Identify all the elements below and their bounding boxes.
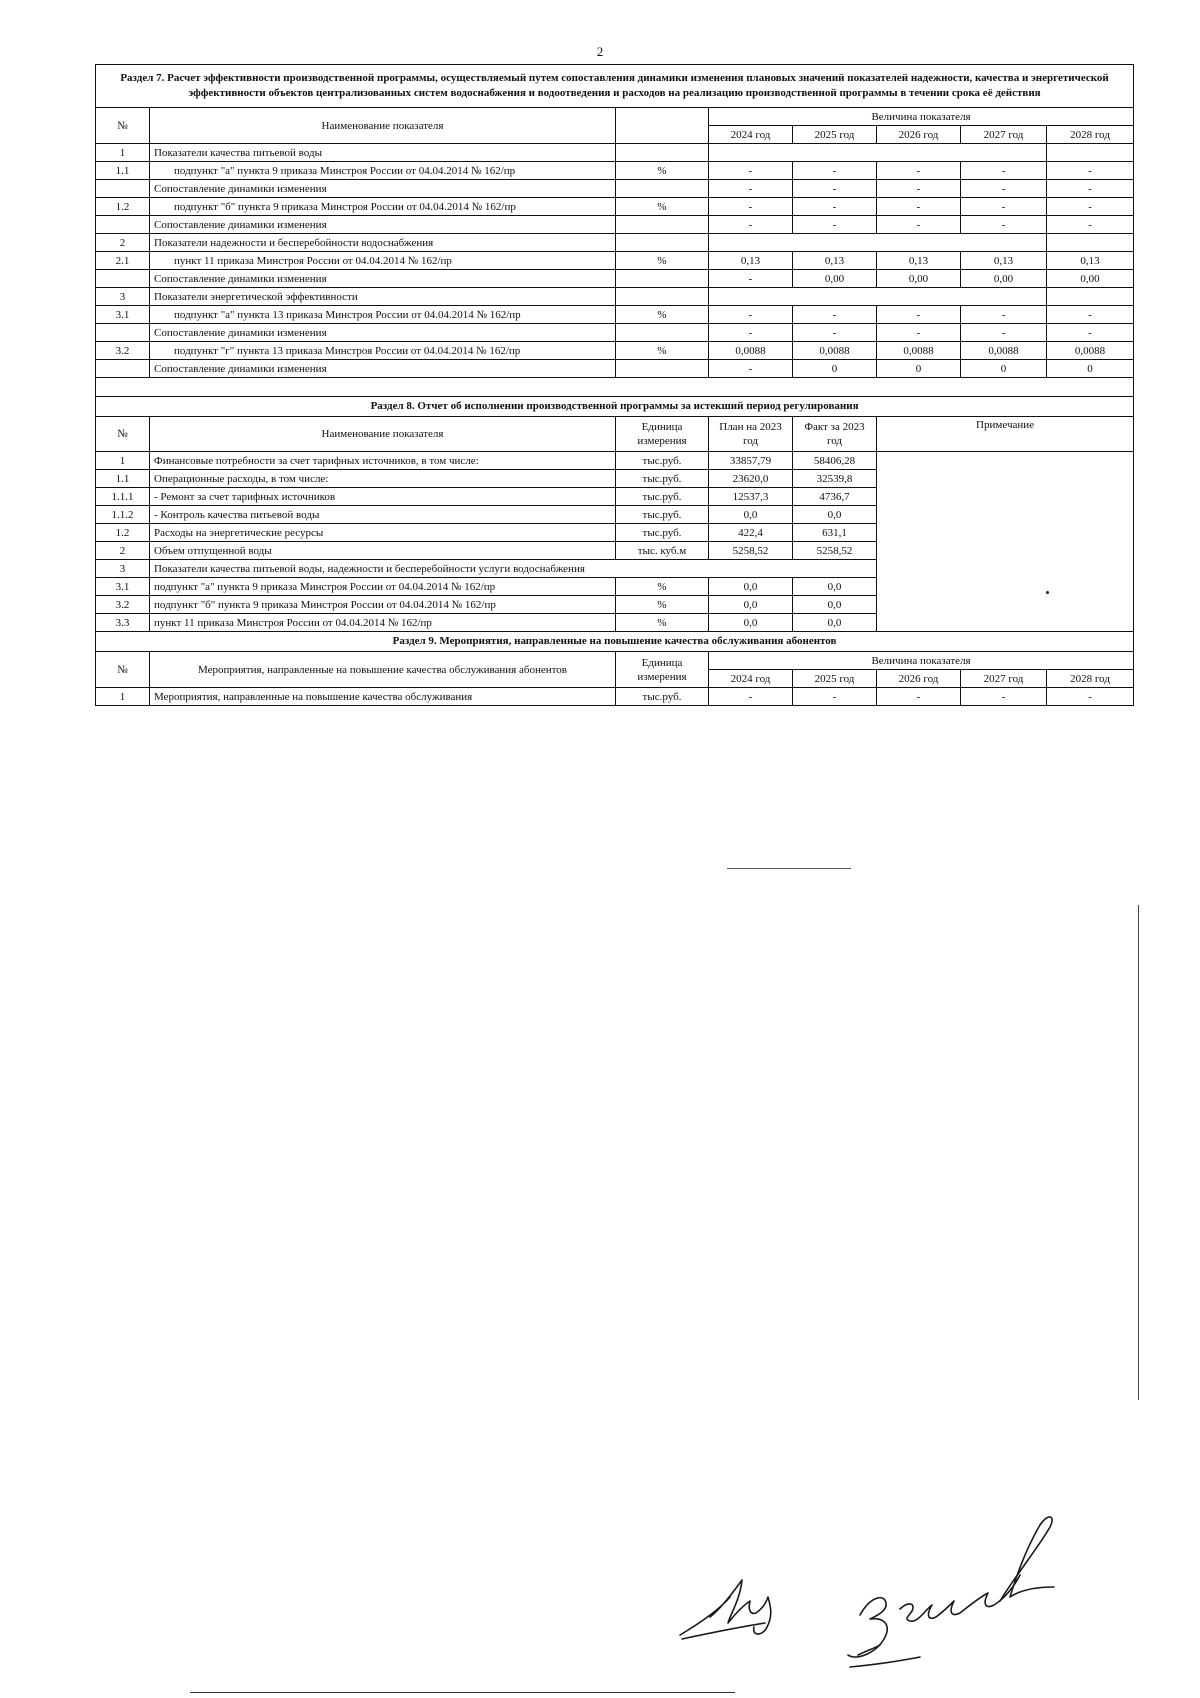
row-name: Финансовые потребности за счет тарифных источников, в том числе:	[150, 452, 616, 470]
row-number	[96, 270, 150, 288]
row-name: Расходы на энергетические ресурсы	[150, 524, 616, 542]
row-unit	[616, 234, 709, 252]
row-plan: 0,0	[709, 506, 793, 524]
empty-cell	[1047, 144, 1134, 162]
row-name: Объем отпущенной воды	[150, 542, 616, 560]
row-value: -	[709, 216, 793, 234]
section7-col-num: №	[96, 108, 150, 144]
row-value: -	[1047, 306, 1134, 324]
row-value: 0,0088	[793, 342, 877, 360]
row-unit: тыс.руб.	[616, 452, 709, 470]
tables-sheet	[95, 64, 1133, 706]
row-name: Мероприятия, направленные на повышение качества обслуживания	[150, 688, 616, 706]
row-value: 0,13	[877, 252, 961, 270]
row-value: -	[709, 198, 793, 216]
row-value: -	[961, 216, 1047, 234]
section8-rows	[96, 452, 1134, 632]
row-value: -	[793, 162, 877, 180]
table-row	[96, 144, 1134, 162]
row-fact: 0,0	[793, 614, 877, 632]
row-number: 3.2	[96, 596, 150, 614]
section9-year: 2027 год	[961, 670, 1047, 688]
row-number: 1	[96, 144, 150, 162]
row-value: -	[877, 324, 961, 342]
section8-title: Раздел 8. Отчет об исполнении производственной программы за истекший период регулирования	[96, 397, 1134, 417]
section9-year: 2024 год	[709, 670, 793, 688]
row-value: -	[709, 306, 793, 324]
table-row	[96, 452, 1134, 470]
row-unit: %	[616, 342, 709, 360]
row-number: 1.2	[96, 198, 150, 216]
row-value: 0,00	[961, 270, 1047, 288]
row-number: 1	[96, 452, 150, 470]
table-row	[96, 234, 1134, 252]
row-name: Операционные расходы, в том числе:	[150, 470, 616, 488]
note-cell	[877, 452, 1134, 632]
row-value: -	[793, 180, 877, 198]
row-name: - Ремонт за счет тарифных источников	[150, 488, 616, 506]
report-table	[95, 64, 1134, 706]
row-number: 3	[96, 560, 150, 578]
row-number: 1.2	[96, 524, 150, 542]
row-unit: %	[616, 198, 709, 216]
section7-year: 2024 год	[709, 126, 793, 144]
row-value: -	[877, 688, 961, 706]
section8-col-plan: План на 2023 год	[709, 417, 793, 452]
row-value: 0,13	[1047, 252, 1134, 270]
row-value: 0,13	[709, 252, 793, 270]
page-number: 2	[596, 44, 604, 59]
section9-title: Раздел 9. Мероприятия, направленные на повышение качества обслуживания абонентов	[96, 632, 1134, 652]
table-row	[96, 180, 1134, 198]
row-number: 3.3	[96, 614, 150, 632]
row-fact: 0,0	[793, 506, 877, 524]
row-name: - Контроль качества питьевой воды	[150, 506, 616, 524]
row-name: подпункт "б" пункта 9 приказа Минстроя России от 04.04.2014 № 162/пр	[150, 596, 616, 614]
end-rule	[727, 868, 851, 869]
section8-col-num: №	[96, 417, 150, 452]
table-row	[96, 288, 1134, 306]
row-unit: тыс.руб.	[616, 688, 709, 706]
row-unit: тыс.руб.	[616, 524, 709, 542]
row-number: 2.1	[96, 252, 150, 270]
row-name: подпункт "б" пункта 9 приказа Минстроя России от 04.04.2014 № 162/пр	[150, 198, 616, 216]
row-value: -	[793, 216, 877, 234]
section7-col-name: Наименование показателя	[150, 108, 616, 144]
row-fact: 631,1	[793, 524, 877, 542]
scan-edge-line	[1138, 905, 1139, 1400]
row-value: -	[877, 180, 961, 198]
row-value: 0,0088	[709, 342, 793, 360]
row-value: 0,13	[961, 252, 1047, 270]
row-plan: 5258,52	[709, 542, 793, 560]
row-plan: 0,0	[709, 596, 793, 614]
row-value: -	[793, 306, 877, 324]
row-value: -	[1047, 198, 1134, 216]
row-plan: 23620,0	[709, 470, 793, 488]
row-name: пункт 11 приказа Минстроя России от 04.04.2014 № 162/пр	[150, 252, 616, 270]
row-unit: %	[616, 306, 709, 324]
row-value: -	[961, 198, 1047, 216]
section8-col-unit: Единица измерения	[616, 417, 709, 452]
row-number: 2	[96, 542, 150, 560]
row-number	[96, 180, 150, 198]
section9-rows	[96, 688, 1134, 706]
row-name: подпункт "г" пункта 13 приказа Минстроя России от 04.04.2014 № 162/пр	[150, 342, 616, 360]
row-value: 0,13	[793, 252, 877, 270]
row-number: 1	[96, 688, 150, 706]
section9-col-name: Мероприятия, направленные на повышение качества обслуживания абонентов	[150, 652, 616, 688]
row-value: -	[1047, 180, 1134, 198]
table-row	[96, 324, 1134, 342]
row-number: 1.1	[96, 470, 150, 488]
row-value: 0,0088	[1047, 342, 1134, 360]
row-value: -	[709, 180, 793, 198]
row-unit	[616, 144, 709, 162]
row-plan: 422,4	[709, 524, 793, 542]
row-value: 0,0088	[877, 342, 961, 360]
section7-col-value-group: Величина показателя	[709, 108, 1134, 126]
table-row	[96, 252, 1134, 270]
row-unit: %	[616, 596, 709, 614]
row-value: -	[709, 162, 793, 180]
section7-rows	[96, 144, 1134, 378]
empty-cell	[1047, 288, 1134, 306]
row-unit	[616, 360, 709, 378]
row-value: -	[961, 306, 1047, 324]
row-unit	[616, 288, 709, 306]
row-unit: тыс.руб.	[616, 506, 709, 524]
row-value: -	[961, 324, 1047, 342]
row-value: -	[709, 324, 793, 342]
row-value: -	[793, 324, 877, 342]
row-fact: 5258,52	[793, 542, 877, 560]
row-value: -	[877, 216, 961, 234]
row-value: 0,00	[877, 270, 961, 288]
row-number: 3.1	[96, 306, 150, 324]
table-row	[96, 270, 1134, 288]
section7-col-unit	[616, 108, 709, 144]
row-unit: %	[616, 578, 709, 596]
row-unit: тыс.руб.	[616, 488, 709, 506]
row-name: Показатели качества питьевой воды, надежности и бесперебойности услуги водоснабжения	[150, 560, 877, 578]
row-number: 1.1	[96, 162, 150, 180]
row-name: Показатели надежности и бесперебойности водоснабжения	[150, 234, 616, 252]
table-row	[96, 688, 1134, 706]
row-name: пункт 11 приказа Минстроя России от 04.04.2014 № 162/пр	[150, 614, 616, 632]
row-name: подпункт "а" пункта 13 приказа Минстроя России от 04.04.2014 № 162/пр	[150, 306, 616, 324]
row-fact: 0,0	[793, 578, 877, 596]
section9-year: 2025 год	[793, 670, 877, 688]
row-number: 3.2	[96, 342, 150, 360]
row-unit: %	[616, 614, 709, 632]
section8-col-note: Примечание	[877, 417, 1134, 452]
row-plan: 12537,3	[709, 488, 793, 506]
row-value: 0	[961, 360, 1047, 378]
scan-speck	[1046, 591, 1049, 594]
row-name: Сопоставление динамики изменения	[150, 270, 616, 288]
section9-col-value-group: Величина показателя	[709, 652, 1134, 670]
row-name: Показатели качества питьевой воды	[150, 144, 616, 162]
row-plan: 33857,79	[709, 452, 793, 470]
row-value: -	[961, 180, 1047, 198]
row-value: -	[1047, 216, 1134, 234]
row-name: подпункт "а" пункта 9 приказа Минстроя России от 04.04.2014 № 162/пр	[150, 162, 616, 180]
row-value: 0	[1047, 360, 1134, 378]
empty-cell	[709, 234, 1047, 252]
row-name: Сопоставление динамики изменения	[150, 180, 616, 198]
empty-cell	[709, 288, 1047, 306]
bottom-rule	[190, 1692, 735, 1693]
row-value: -	[709, 270, 793, 288]
row-unit: %	[616, 162, 709, 180]
section8-col-fact: Факт за 2023 год	[793, 417, 877, 452]
row-value: 0	[877, 360, 961, 378]
table-row	[96, 360, 1134, 378]
row-fact: 58406,28	[793, 452, 877, 470]
section7-year: 2028 год	[1047, 126, 1134, 144]
row-number	[96, 216, 150, 234]
table-row	[96, 342, 1134, 360]
empty-cell	[709, 144, 1047, 162]
row-unit	[616, 270, 709, 288]
table-row	[96, 162, 1134, 180]
row-value: -	[1047, 162, 1134, 180]
table-row	[96, 306, 1134, 324]
row-value: -	[709, 360, 793, 378]
row-plan: 0,0	[709, 614, 793, 632]
row-unit	[616, 180, 709, 198]
row-name: Сопоставление динамики изменения	[150, 216, 616, 234]
row-number	[96, 324, 150, 342]
table-row	[96, 198, 1134, 216]
section-gap	[96, 378, 1134, 397]
row-number	[96, 360, 150, 378]
row-value: -	[709, 688, 793, 706]
section8-col-name: Наименование показателя	[150, 417, 616, 452]
empty-cell	[1047, 234, 1134, 252]
row-name: Сопоставление динамики изменения	[150, 324, 616, 342]
section9-year: 2026 год	[877, 670, 961, 688]
section7-title: Раздел 7. Расчет эффективности производственной программы, осуществляемый путем сопоставления динамики изменения плановых значений показателей надежности, качества и энергетической эффективности объектов централизованных систем водоснабжения и водоотведения и расходов на реализацию производственной программы в течении срока её действия	[96, 65, 1134, 108]
section7-year: 2026 год	[877, 126, 961, 144]
handwritten-signatures	[670, 1505, 1130, 1695]
row-unit: %	[616, 252, 709, 270]
row-number: 1.1.2	[96, 506, 150, 524]
row-value: -	[1047, 324, 1134, 342]
table-row	[96, 216, 1134, 234]
row-number: 3	[96, 288, 150, 306]
row-value: 0,00	[793, 270, 877, 288]
row-name: подпункт "а" пункта 9 приказа Минстроя России от 04.04.2014 № 162/пр	[150, 578, 616, 596]
section9-col-num: №	[96, 652, 150, 688]
row-number: 3.1	[96, 578, 150, 596]
row-value: -	[961, 688, 1047, 706]
row-unit: тыс. куб.м	[616, 542, 709, 560]
row-value: 0,0088	[961, 342, 1047, 360]
row-value: -	[961, 162, 1047, 180]
row-value: 0,00	[1047, 270, 1134, 288]
row-unit	[616, 216, 709, 234]
row-value: -	[877, 198, 961, 216]
row-name: Показатели энергетической эффективности	[150, 288, 616, 306]
row-fact: 0,0	[793, 596, 877, 614]
row-value: -	[793, 688, 877, 706]
row-value: -	[877, 162, 961, 180]
row-unit	[616, 324, 709, 342]
row-number: 1.1.1	[96, 488, 150, 506]
row-value: -	[1047, 688, 1134, 706]
row-unit: тыс.руб.	[616, 470, 709, 488]
row-name: Сопоставление динамики изменения	[150, 360, 616, 378]
row-value: -	[793, 198, 877, 216]
section9-col-unit: Единица измерения	[616, 652, 709, 688]
row-value: -	[877, 306, 961, 324]
row-number: 2	[96, 234, 150, 252]
row-value: 0	[793, 360, 877, 378]
row-fact: 32539,8	[793, 470, 877, 488]
section7-year: 2027 год	[961, 126, 1047, 144]
row-fact: 4736,7	[793, 488, 877, 506]
section7-year: 2025 год	[793, 126, 877, 144]
section9-year: 2028 год	[1047, 670, 1134, 688]
row-plan: 0,0	[709, 578, 793, 596]
